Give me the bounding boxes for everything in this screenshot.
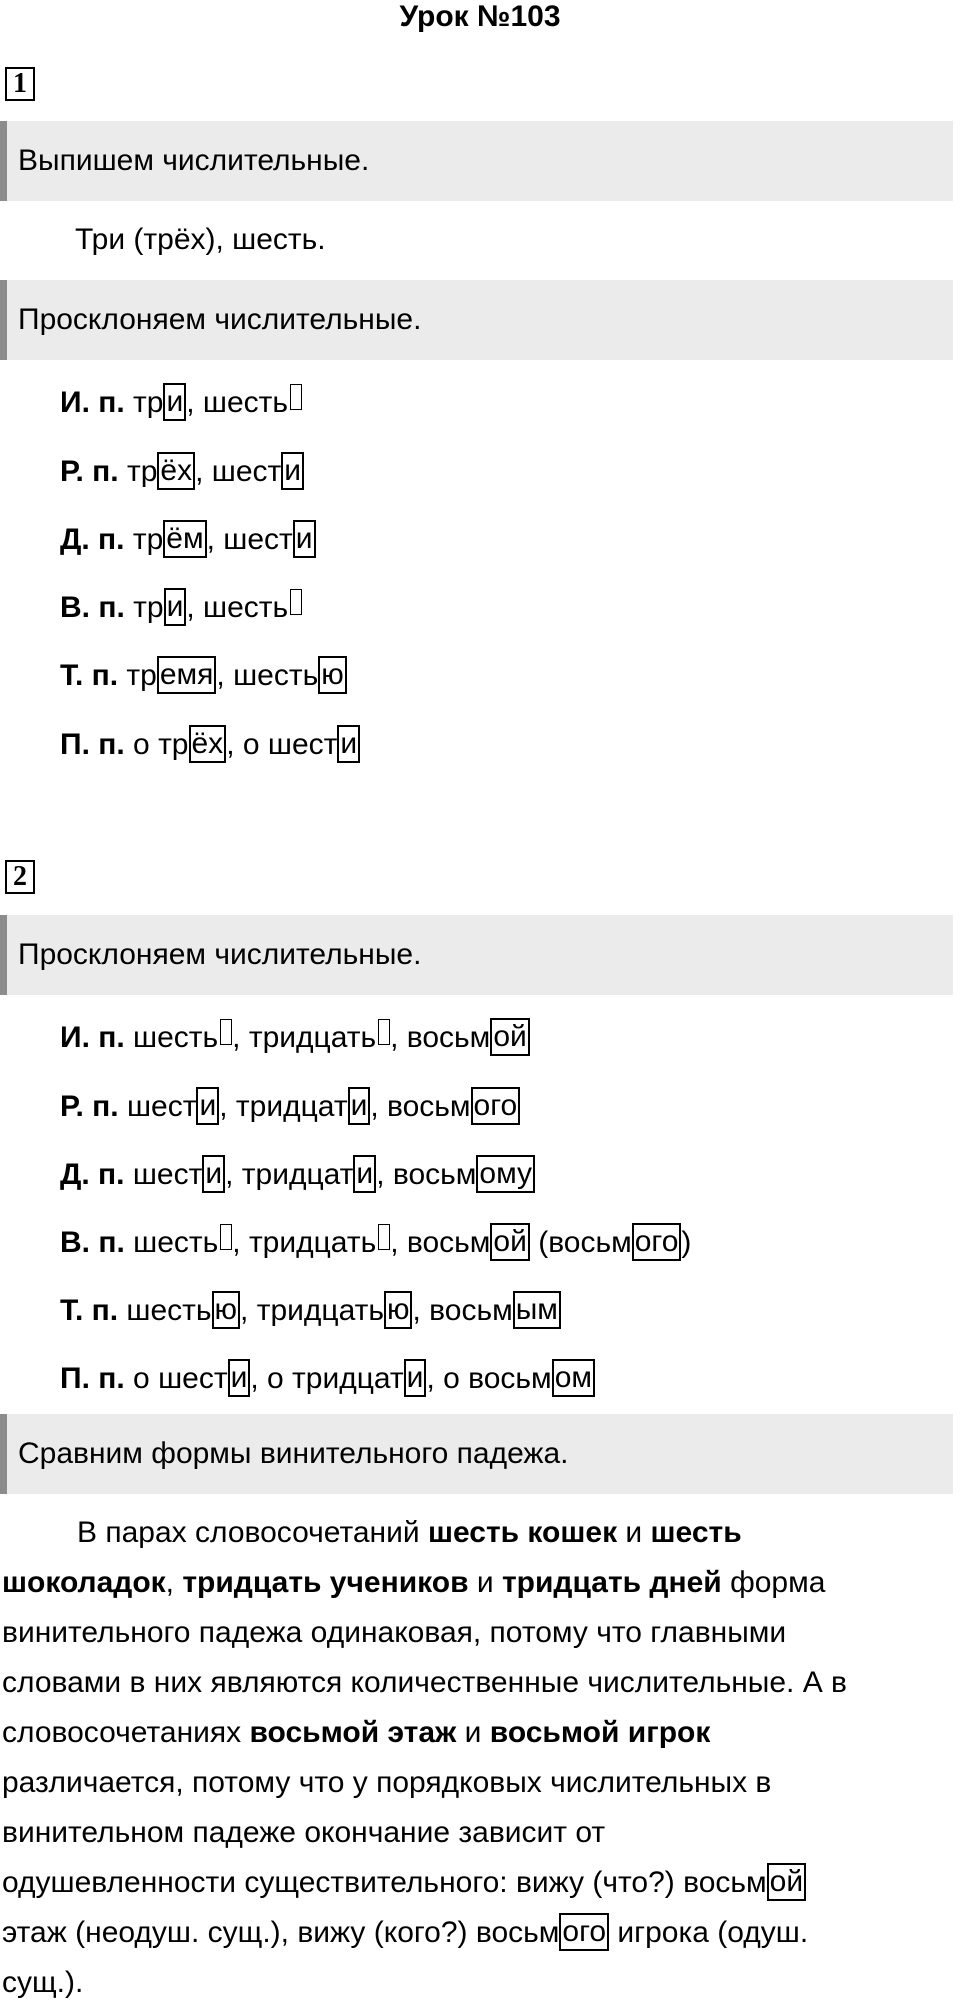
paragraph-line: одушевленности существительного: вижу (что?) восьм ой bbox=[2, 1858, 952, 1908]
preposition: о bbox=[267, 1362, 284, 1395]
ending-box: и bbox=[202, 1155, 225, 1193]
ending-box: ём bbox=[163, 520, 206, 558]
paragraph-line: словами в них являются количественные числительные. А в bbox=[2, 1666, 847, 1699]
zero-ending-box bbox=[220, 1019, 232, 1045]
word-stem: тр bbox=[132, 523, 164, 556]
word-stem: тр bbox=[133, 591, 164, 624]
ending-box: и bbox=[293, 520, 316, 558]
section-header: Просклоняем числительные. bbox=[0, 915, 953, 995]
word-stem: шесть bbox=[202, 386, 289, 419]
word-stem: тридцать bbox=[256, 1294, 384, 1327]
section-header: Сравним формы винительного падежа. bbox=[0, 1414, 953, 1494]
declension-row: В. п. тр и , шесть bbox=[60, 588, 302, 628]
ending-box: ому bbox=[476, 1155, 535, 1193]
declension-row: В. п. шесть , тридцать , восьм ой (восьм ого ) bbox=[60, 1223, 691, 1263]
case-label: Т. п. bbox=[60, 659, 119, 692]
ending-box: и bbox=[163, 383, 186, 421]
page-title: Урок №103 bbox=[399, 0, 561, 33]
word-stem: шест bbox=[126, 1090, 197, 1123]
case-label: Р. п. bbox=[60, 1090, 119, 1123]
numerals-text: Три (трёх), шесть. bbox=[75, 223, 326, 256]
word-stem: шесть bbox=[233, 659, 319, 692]
word-stem: шесть bbox=[203, 591, 289, 624]
paragraph-line: винительном падеже окончание зависит от bbox=[2, 1816, 606, 1849]
word-stem: шесть bbox=[133, 1021, 219, 1054]
word-stem: восьм bbox=[406, 1226, 491, 1259]
ending-box: ёх bbox=[157, 452, 195, 490]
ending-box: ю bbox=[384, 1291, 413, 1329]
case-label: Д. п. bbox=[60, 1158, 125, 1191]
ending-box: ым bbox=[513, 1291, 561, 1329]
ending-box: ёх bbox=[189, 725, 227, 763]
word-stem: тр bbox=[126, 455, 158, 488]
paragraph-line: различается, потому что у порядковых числительных в bbox=[2, 1766, 772, 1799]
declension-row: Т. п. тр емя , шесть ю bbox=[60, 656, 347, 696]
declension-row: И. п. тр и , шесть bbox=[60, 383, 302, 423]
zero-ending-box bbox=[378, 1224, 390, 1250]
word-stem: шесть bbox=[133, 1226, 219, 1259]
section-header: Выпишем числительные. bbox=[0, 121, 953, 201]
ending-box: ой bbox=[767, 1863, 806, 1901]
alt-form-close: ) bbox=[681, 1226, 692, 1259]
task-number-2: 2 bbox=[5, 860, 35, 894]
declension-row: П. п. о тр ёх , о шест и bbox=[60, 725, 360, 765]
case-label: В. п. bbox=[60, 1226, 125, 1259]
ending-box: ого bbox=[632, 1223, 682, 1261]
declension-row: Д. п. тр ём , шест и bbox=[60, 520, 316, 560]
ending-box: ом bbox=[552, 1359, 595, 1397]
case-label: Д. п. bbox=[60, 523, 125, 556]
declension-row: И. п. шесть , тридцать , восьм ой bbox=[60, 1018, 530, 1058]
word-stem: тридцат bbox=[241, 1158, 354, 1191]
case-label: П. п. bbox=[60, 728, 125, 761]
zero-ending-box bbox=[378, 1019, 390, 1045]
ending-box: и bbox=[164, 588, 187, 626]
case-label: Р. п. bbox=[60, 455, 119, 488]
zero-ending-box bbox=[290, 384, 302, 410]
word-stem: тридцать bbox=[248, 1226, 377, 1259]
ending-box: и bbox=[196, 1087, 219, 1125]
paragraph-line: винительного падежа одинаковая, потому что главными bbox=[2, 1616, 787, 1649]
ending-box: и bbox=[404, 1359, 427, 1397]
paragraph-line: В парах словосочетаний шесть кошек и шесть bbox=[77, 1516, 742, 1549]
declension-row: Д. п. шест и , тридцат и , восьм ому bbox=[60, 1155, 535, 1195]
word-stem: тридцат bbox=[235, 1090, 348, 1123]
zero-ending-box bbox=[290, 589, 302, 615]
word-stem: восьм bbox=[406, 1021, 491, 1054]
word-stem: тр bbox=[133, 386, 164, 419]
task-number-1: 1 bbox=[5, 67, 35, 101]
alt-form-open: (восьм bbox=[538, 1226, 632, 1259]
preposition: о bbox=[242, 728, 260, 761]
paragraph-line: сущ.). bbox=[2, 1966, 84, 1999]
word-stem: шест bbox=[132, 1158, 203, 1191]
ending-box: и bbox=[348, 1087, 371, 1125]
case-label: И. п. bbox=[60, 1021, 125, 1054]
word-stem: тр bbox=[158, 728, 189, 761]
ending-box: ю bbox=[212, 1291, 241, 1329]
ending-box: ю bbox=[318, 656, 347, 694]
ending-box: и bbox=[228, 1359, 251, 1397]
word-stem: шест bbox=[267, 728, 338, 761]
declension-row: Р. п. тр ёх , шест и bbox=[60, 452, 304, 492]
ending-box: и bbox=[353, 1155, 376, 1193]
word-stem: восьм bbox=[468, 1362, 552, 1395]
case-label: И. п. bbox=[60, 386, 125, 419]
word-stem: тр bbox=[126, 659, 157, 692]
ending-box: и bbox=[337, 725, 360, 763]
explanation-paragraph bbox=[2, 1508, 952, 2008]
word-stem: шест bbox=[211, 455, 282, 488]
ending-box: ой bbox=[490, 1018, 529, 1056]
declension-row: Р. п. шест и , тридцат и , восьм ого bbox=[60, 1087, 520, 1127]
word-stem: восьм bbox=[392, 1158, 477, 1191]
paragraph-line: шоколадок, тридцать учеников и тридцать дней форма bbox=[2, 1566, 826, 1599]
declension-row: П. п. о шест и , о тридцат и , о восьм ом bbox=[60, 1359, 595, 1399]
word-stem: тридцать bbox=[248, 1021, 377, 1054]
ending-box: ого bbox=[559, 1913, 609, 1951]
paragraph-line: словосочетаниях восьмой этаж и восьмой игрок bbox=[2, 1716, 711, 1749]
declension-row: Т. п. шесть ю , тридцать ю , восьм ым bbox=[60, 1291, 561, 1331]
ending-box: емя bbox=[157, 656, 217, 694]
case-label: В. п. bbox=[60, 591, 125, 624]
word-stem: тридцат bbox=[292, 1362, 404, 1395]
ending-box: ого bbox=[471, 1087, 521, 1125]
preposition: о bbox=[443, 1362, 460, 1395]
word-stem: шест bbox=[223, 523, 293, 556]
preposition: о bbox=[133, 1362, 150, 1395]
case-label: Т. п. bbox=[60, 1294, 119, 1327]
paragraph-line: этаж (неодуш. сущ.), вижу (кого?) восьм ого игрока (одуш. bbox=[2, 1908, 952, 1958]
word-stem: шесть bbox=[126, 1294, 212, 1327]
ending-box: ой bbox=[490, 1223, 529, 1261]
zero-ending-box bbox=[220, 1224, 232, 1250]
case-label: П. п. bbox=[60, 1362, 125, 1395]
ending-box: и bbox=[281, 452, 304, 490]
word-stem: восьм bbox=[429, 1294, 513, 1327]
section-header: Просклоняем числительные. bbox=[0, 280, 953, 360]
word-stem: шест bbox=[158, 1362, 228, 1395]
word-stem: восьм bbox=[387, 1090, 471, 1123]
preposition: о bbox=[133, 728, 150, 761]
